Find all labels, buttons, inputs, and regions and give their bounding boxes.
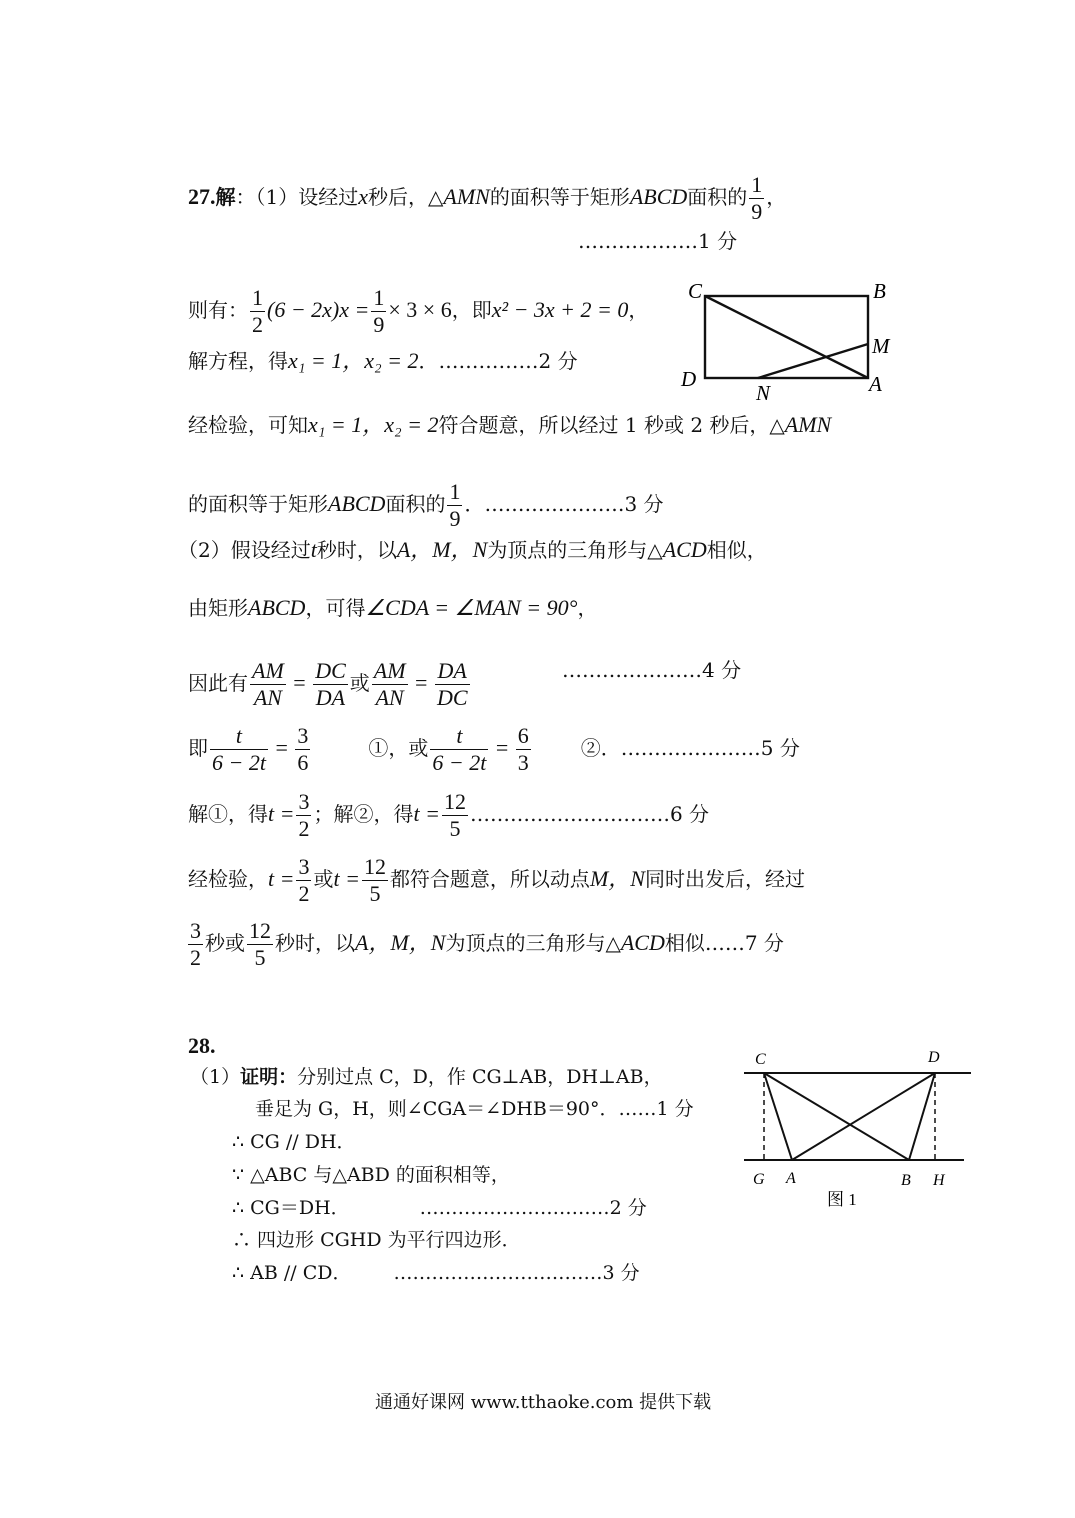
p28-line-1: （1）证明：分别过点 C，D，作 CG⊥AB，DH⊥AB， <box>190 1066 663 1088</box>
label-d: D <box>928 1049 940 1066</box>
var-t: t <box>310 537 317 562</box>
p27-text: 或 <box>313 867 334 891</box>
label-d: D <box>681 367 697 391</box>
p27-line-11: 经检验，t = $\frac{3}{2}$ 或t = $\frac{12}{5}$ 都符合题意，所以动点M，N同时出发后，经过 <box>188 854 805 906</box>
p27-text: ①，或 <box>368 736 429 760</box>
p27-text: 秒时，以 <box>316 538 397 562</box>
p28-score-3: ……………………………3 分 <box>393 1262 640 1284</box>
p28-line-3: ∴ CG // DH． <box>232 1131 356 1153</box>
fraction-da-dc: $\frac{DA}{DC}$ <box>436 658 468 710</box>
fraction-one-half: $\frac{1}{2}$ <box>252 285 263 337</box>
p27-text: 的面积等于矩形 <box>188 492 328 516</box>
triangle-acd: ACD <box>620 930 665 955</box>
fraction-3-2: $\frac{3}{2}$ <box>190 918 201 970</box>
p28-line-7: ∴ AB // CD． ……………………………3 分 <box>232 1262 640 1284</box>
p28-figure <box>738 1042 978 1212</box>
p27-text: 即 <box>188 736 208 760</box>
proof-label: 证明： <box>240 1066 298 1088</box>
label-a: A <box>786 1170 796 1187</box>
p27-line-12 <box>186 918 784 971</box>
fraction-t-over-6-2t: $\frac{t}{6 - 2t}$ <box>432 723 487 775</box>
p27-text: 由矩形 <box>188 596 248 620</box>
points-amn: A，M，N <box>355 930 446 955</box>
p27-score-4: …………………4 分 <box>562 658 742 682</box>
segment-ca <box>705 296 868 378</box>
segment-ca <box>764 1073 792 1160</box>
p28-number: 28. <box>188 1033 216 1058</box>
p27-line-6 <box>178 538 767 562</box>
label-c: C <box>755 1051 766 1068</box>
p27-text: ，可得 <box>305 596 366 620</box>
p27-line-8: 因此有 $\frac{AM}{AN}$ = $\frac{DC}{DA}$ 或 $\frac{AM}{AN}$ = $\frac{DA}{DC}$ <box>188 658 468 710</box>
label-b: B <box>873 279 886 303</box>
p27-text: 面积的 <box>385 492 446 516</box>
p27-text: 则有： <box>188 298 248 322</box>
p28-line-4: ∵ △ABC 与△ABD 的面积相等， <box>232 1164 510 1186</box>
segment-cb <box>764 1073 909 1160</box>
p27-text: 秒后，△ <box>368 185 444 209</box>
quadratic-equation: x² − 3x + 2 = 0 <box>491 297 629 322</box>
fraction-3-6: $\frac{3}{6}$ <box>297 723 309 775</box>
p27-text: 秒或 <box>205 931 245 955</box>
points-mn: M，N <box>589 866 645 891</box>
p27-score-7: 相似……7 分 <box>664 931 784 955</box>
fraction-3-2: $\frac{3}{2}$ <box>298 854 310 906</box>
fraction-one-ninth: $\frac{1}{9}$ <box>449 479 461 531</box>
p27-text: 面积的 <box>687 185 748 209</box>
p27-number: 27. <box>188 184 216 209</box>
equation: × 3 × 6 <box>388 297 452 322</box>
p27-text: 都符合题意，所以动点 <box>389 867 590 891</box>
p27-text: 经检验，可知 <box>188 413 308 437</box>
p27-line-9: 即 $\frac{t}{6 - 2t}$ = $\frac{3}{6}$ ①，或 $\frac{t}{6 - 2t}$ = $\frac{6}{3}$ ②．…………………5 分 <box>188 723 800 775</box>
fraction-one-ninth: $\frac{1}{9}$ <box>373 285 385 337</box>
p27-line-1 <box>188 172 786 225</box>
p27-text: ，即 <box>451 298 492 322</box>
p27-text: 相似， <box>706 538 767 562</box>
p27-text: 为顶点的三角形与△ <box>445 931 621 955</box>
equation: (6 − 2x)x = <box>267 297 370 322</box>
points-amn: A，M，N <box>396 537 488 562</box>
p27-score-3: ．…………………3 分 <box>464 492 664 516</box>
p27-line-5 <box>188 479 664 532</box>
p27-text: 符合题意，所以经过 1 秒或 2 秒后，△ <box>438 413 785 437</box>
fraction-12-5: $\frac{12}{5}$ <box>443 789 466 841</box>
p27-text: ：（1）设经过 <box>235 185 359 209</box>
label-g: G <box>753 1171 765 1188</box>
fraction-12-5: $\frac{12}{5}$ <box>363 854 386 906</box>
p28-line-5: ∴ CG＝DH． …………………………2 分 <box>232 1197 647 1219</box>
fraction-3-2: $\frac{3}{2}$ <box>298 789 310 841</box>
p27-figure <box>676 276 906 406</box>
p27-line-3 <box>188 349 578 373</box>
p27-line-7 <box>188 596 597 620</box>
angle-equation: ∠CDA = ∠MAN = 90° <box>365 595 578 620</box>
p27-line-2 <box>188 285 648 338</box>
p28-line-6: ∴ 四边形 CGHD 为平行四边形． <box>232 1229 521 1251</box>
p27-line-4 <box>188 413 831 437</box>
p27-text: 解①，得 <box>188 802 268 826</box>
p27-text: 同时出发后，经过 <box>644 867 805 891</box>
p27-text: （2）假设经过 <box>178 538 311 562</box>
var-x: x <box>358 184 368 209</box>
triangle-amn: AMN <box>443 184 490 209</box>
fraction-t-over-6-2t: $\frac{t}{6 - 2t}$ <box>212 723 266 775</box>
p27-score-2: ．……………2 分 <box>418 349 578 373</box>
p27-text: 经检验， <box>188 867 268 891</box>
p27-text: 秒时，以 <box>275 931 355 955</box>
triangle-amn: AMN <box>784 412 832 437</box>
fraction-one-ninth: $\frac{1}{9}$ <box>751 172 763 224</box>
fraction-12-5: $\frac{12}{5}$ <box>249 918 271 970</box>
rect-abcd: ABCD <box>629 184 688 209</box>
rect-abcd: ABCD <box>248 595 306 620</box>
p27-score-5: ②．…………………5 分 <box>580 736 800 760</box>
p27-text: 因此有 <box>188 671 248 695</box>
p27-heading: 解 <box>215 185 236 209</box>
fraction-am-an: $\frac{AM}{AN}$ <box>252 658 284 710</box>
p27-text: 或 <box>349 671 370 695</box>
label-n: N <box>756 381 771 405</box>
p27-text: 解方程，得 <box>188 349 288 373</box>
label-h: H <box>933 1172 945 1189</box>
footer-text: 通通好课网 www.tthaoke.com 提供下载 <box>375 1392 712 1413</box>
p28-line-2: 垂足为 G，H，则∠CGA＝∠DHB＝90°．……1 分 <box>255 1098 694 1120</box>
label-b: B <box>901 1172 911 1189</box>
p28-score-2: …………………………2 分 <box>419 1197 647 1219</box>
solution: x₁ = 1，x₂ = 2 <box>288 348 419 373</box>
solution: x₁ = 1，x₂ = 2 <box>308 412 439 437</box>
figure-caption: 图 1 <box>827 1190 857 1209</box>
label-a: A <box>869 372 882 396</box>
p27-text: ， <box>628 298 649 322</box>
label-c: C <box>688 279 703 303</box>
p27-text: 的面积等于矩形 <box>489 185 630 209</box>
rect-abcd: ABCD <box>328 491 386 516</box>
p27-score-1: ………………1 分 <box>578 229 738 253</box>
fraction-6-3: $\frac{6}{3}$ <box>517 723 529 775</box>
triangle-acd: ACD <box>662 537 707 562</box>
fraction-dc-da: $\frac{DC}{DA}$ <box>315 658 346 710</box>
p27-text: ， <box>577 596 598 620</box>
label-m: M <box>872 334 890 358</box>
p27-score-6: …………………………6 分 <box>469 802 710 826</box>
fraction-am-an: $\frac{AM}{AN}$ <box>373 658 406 710</box>
p27-text: ， <box>766 185 787 209</box>
p27-line-10: 解①，得t = $\frac{3}{2}$ ；解②，得t = $\frac{12}{5}$ …………………………6 分 <box>188 789 710 841</box>
p27-text: ；解②，得 <box>313 802 414 826</box>
p27-text: 为顶点的三角形与△ <box>487 538 663 562</box>
